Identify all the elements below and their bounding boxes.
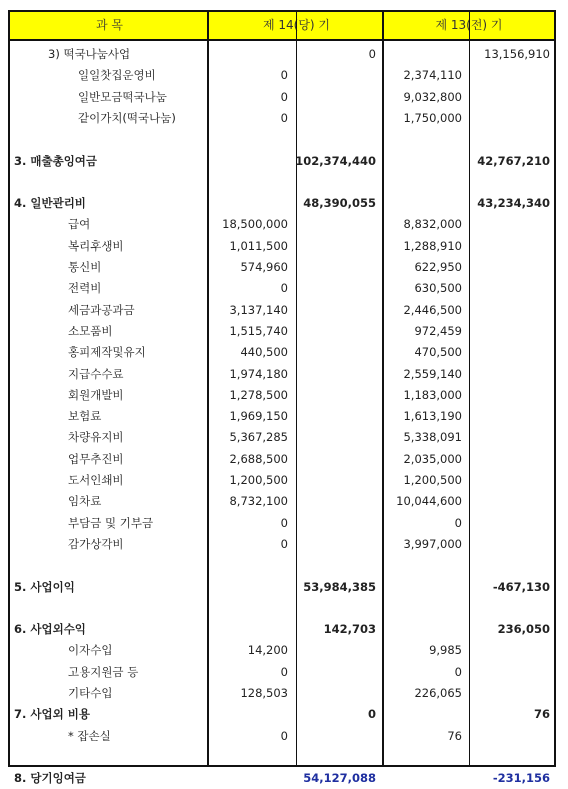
cell-previous-total [430,385,550,406]
cell-previous-total [430,300,550,321]
row-label: 5. 사업이익 [14,579,75,594]
cell-current-detail: 1,278,500 [229,387,288,402]
cell-previous-total [430,534,550,555]
cell-current-total: 102,374,440 [295,153,376,168]
cell-previous-detail: 630,500 [414,281,462,296]
table-row [10,321,554,342]
cell-previous-detail: 0 [454,515,462,530]
table-row [10,406,554,427]
row-label: 차량유지비 [68,430,124,445]
table-row [10,364,554,385]
cell-previous-detail: 972,459 [414,323,462,338]
table-row [10,704,554,725]
cell-current-detail: 0 [280,89,288,104]
table-header [10,12,554,41]
cell-current-detail: 0 [280,664,288,679]
cell-current-total: 0 [367,707,376,722]
table-row [10,193,554,214]
cell-current-detail: 0 [280,281,288,296]
cell-previous-total: -467,130 [492,579,550,594]
table-row [10,534,554,555]
cell-previous-detail: 226,065 [414,686,462,700]
row-label: 세금과공과금 [68,302,135,317]
cell-previous-total [430,321,550,342]
cell-current-detail: 0 [280,68,288,83]
row-label: 전력비 [68,281,102,296]
row-label: 일일찻집운영비 [78,68,156,83]
cell-previous-total [430,427,550,448]
row-label: 회원개발비 [68,387,124,402]
cell-previous-total [430,108,550,129]
table-row [10,236,554,257]
spacer-row [10,555,554,576]
cell-previous-total [430,683,550,704]
table-row [10,427,554,448]
cell-previous-detail: 5,338,091 [403,430,462,445]
cell-current-detail: 1,011,500 [229,238,288,253]
cell-current-detail: 2,688,500 [229,451,288,466]
cell-current-total: 53,984,385 [303,579,376,594]
row-label: 통신비 [68,260,102,274]
cell-previous-detail: 622,950 [414,260,462,274]
table-row [10,65,554,86]
spacer-row [10,747,554,768]
row-label: 이자수입 [68,643,113,658]
cell-current-detail: 1,974,180 [229,366,288,381]
cell-current-detail: 1,515,740 [229,323,288,338]
table-row [10,214,554,235]
cell-previous-total [430,491,550,512]
spacer-row [10,129,554,150]
row-label: 3. 매출총잉여금 [14,153,98,168]
row-label: 3) 떡국나눔사업 [48,47,131,61]
cell-previous-total [430,214,550,235]
cell-current-total: 48,390,055 [303,196,376,211]
cell-current-total: 54,127,088 [303,771,376,786]
cell-current-detail: 0 [280,110,288,125]
cell-previous-total: 13,156,910 [484,47,550,61]
cell-previous-total [430,278,550,299]
cell-previous-total [430,129,550,150]
row-label: * 잡손실 [68,728,111,743]
table-row [10,449,554,470]
cell-current-detail: 3,137,140 [229,302,288,317]
row-label: 업무추진비 [68,451,124,466]
cell-previous-detail: 0 [454,664,462,679]
cell-previous-total: 43,234,340 [477,196,550,211]
cell-previous-total [430,470,550,491]
table-row [10,768,554,789]
spacer-row [10,172,554,193]
table-row [10,513,554,534]
table-row [10,470,554,491]
table-row [10,385,554,406]
cell-previous-detail: 76 [447,728,462,743]
row-label: 일반모금떡국나눔 [78,89,167,104]
cell-previous-total: -231,156 [492,771,550,786]
row-label: 4. 일반관리비 [14,196,86,211]
cell-current-detail: 1,969,150 [229,409,288,424]
cell-previous-total: 42,767,210 [477,153,550,168]
cell-previous-total [430,406,550,427]
cell-previous-detail: 1,750,000 [403,110,462,125]
header-previous-period: 제 13(전) 기 [435,18,503,32]
cell-previous-detail: 1,613,190 [403,409,462,424]
cell-previous-total [430,172,550,193]
cell-current-detail: 0 [280,536,288,551]
table-row [10,683,554,704]
cell-current-detail: 0 [280,728,288,743]
cell-current-total: 0 [368,47,376,61]
cell-previous-total: 236,050 [497,622,550,637]
cell-previous-total [430,449,550,470]
cell-previous-detail: 1,200,500 [403,473,462,487]
cell-current-detail: 128,503 [240,686,288,700]
cell-current-detail: 14,200 [247,643,288,658]
cell-previous-detail: 10,044,600 [396,494,462,509]
row-label: 보험료 [68,409,102,424]
cell-previous-detail: 9,032,800 [403,89,462,104]
row-label: 소모품비 [68,323,113,338]
row-label: 급여 [68,217,91,232]
cell-current-detail: 1,200,500 [229,473,288,487]
cell-previous-detail: 9,985 [429,643,462,658]
row-label: 복리후생비 [68,238,124,253]
cell-previous-detail: 470,500 [414,345,462,360]
income-statement-table [8,10,556,786]
cell-previous-detail: 1,288,910 [403,238,462,253]
cell-previous-total: 76 [533,707,550,722]
cell-previous-total [430,747,550,768]
row-label: 7. 사업외 비용 [14,707,90,722]
cell-previous-detail: 2,446,500 [403,302,462,317]
table-row [10,278,554,299]
cell-current-detail: 440,500 [240,345,288,360]
cell-previous-total [430,87,550,108]
cell-previous-total [430,555,550,576]
cell-previous-total [430,257,550,278]
cell-current-detail: 5,367,285 [229,430,288,445]
cell-previous-total [430,662,550,683]
cell-previous-total [430,640,550,661]
cell-current-total: 142,703 [323,622,376,637]
table-row [10,300,554,321]
cell-current-detail: 18,500,000 [222,217,288,232]
table-row [10,662,554,683]
cell-previous-detail: 2,559,140 [403,366,462,381]
cell-previous-total [430,342,550,363]
table-row [10,577,554,598]
row-label: 홍피제작및유지 [68,345,146,360]
spacer-row [10,598,554,619]
table-row [10,640,554,661]
row-label: 도서인쇄비 [68,473,124,487]
row-label: 고용지원금 등 [68,664,139,679]
table-row [10,342,554,363]
row-label: 8. 당기잉여금 [14,771,86,786]
cell-previous-total [430,598,550,619]
cell-current-detail: 0 [280,515,288,530]
cell-previous-total [430,236,550,257]
cell-previous-detail: 1,183,000 [403,387,462,402]
row-label: 지급수수료 [68,366,124,381]
cell-previous-detail: 2,035,000 [403,451,462,466]
table-row [10,87,554,108]
cell-previous-total [430,726,550,747]
row-label: 6. 사업외수익 [14,622,86,637]
cell-previous-total [430,364,550,385]
row-label: 같이가치(떡국나눔) [78,110,176,125]
table-row [10,108,554,129]
cell-current-detail: 8,732,100 [229,494,288,509]
cell-current-detail: 574,960 [240,260,288,274]
row-label: 부담금 및 기부금 [68,515,154,530]
table-row [10,151,554,172]
table-row [10,257,554,278]
table-row [10,619,554,640]
row-label: 기타수입 [68,686,113,700]
table-row [10,491,554,512]
row-label: 임차료 [68,494,102,509]
cell-previous-total [430,513,550,534]
header-account: 과 목 [96,18,123,32]
cell-previous-total [430,65,550,86]
cell-previous-detail: 8,832,000 [403,217,462,232]
header-current-period: 제 14(당) 기 [262,18,331,32]
cell-previous-detail: 3,997,000 [403,536,462,551]
cell-previous-detail: 2,374,110 [403,68,462,83]
table-row [10,726,554,747]
table-row [10,44,554,65]
row-label: 감가상각비 [68,536,124,551]
